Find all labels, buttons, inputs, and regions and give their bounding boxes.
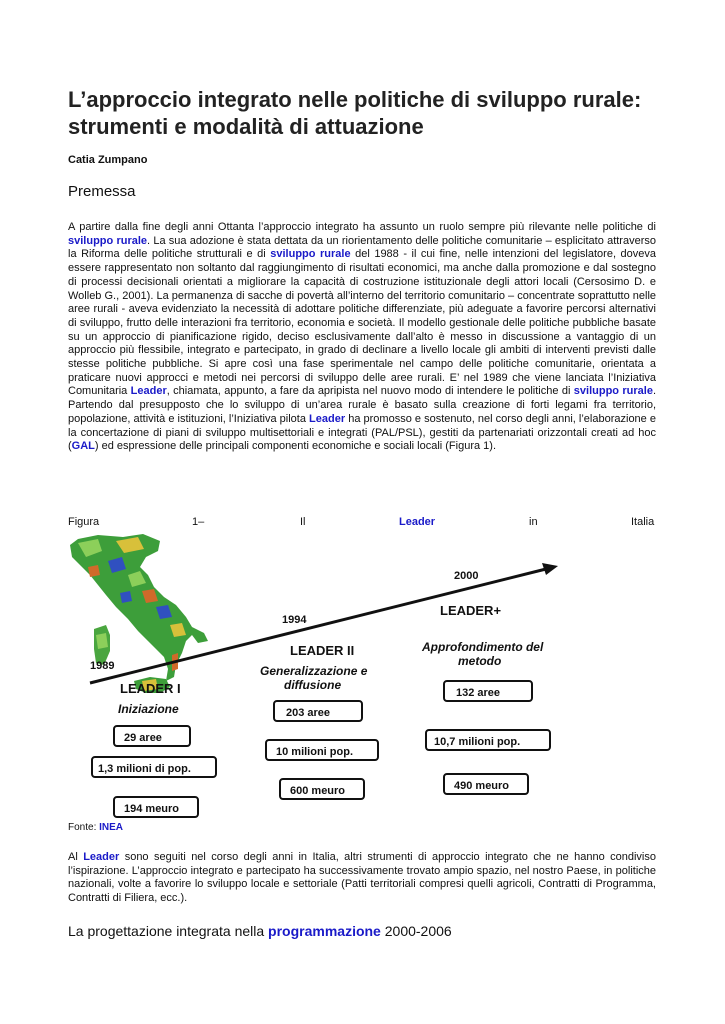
intro-paragraph — [68, 221, 656, 454]
link-sviluppo-rurale[interactable]: sviluppo rurale — [270, 248, 351, 261]
source-label: Fonte: — [68, 822, 100, 833]
link-sviluppo-rurale[interactable]: sviluppo rurale — [68, 234, 148, 247]
timeline-arrow-head — [542, 563, 558, 575]
section-heading-premessa: Premessa — [68, 183, 136, 200]
section-heading-progettazione — [68, 923, 452, 939]
year-2000: 2000 — [454, 570, 479, 582]
leader3-box-pop: 10,7 milioni pop. — [434, 736, 521, 748]
map-patch — [96, 633, 108, 649]
leader3-subtitle-1: Approfondimento del — [422, 640, 544, 654]
author-name: Catia Zumpano — [68, 154, 148, 166]
caption-word: Il — [300, 516, 306, 528]
title-line-2: strumenti e modalità di attuazione — [68, 114, 424, 139]
caption-word: Figura — [68, 516, 100, 528]
link-programmazione[interactable]: programmazione — [268, 923, 381, 939]
map-patch — [88, 565, 100, 577]
year-1994: 1994 — [282, 614, 307, 626]
second-paragraph — [68, 851, 656, 906]
leader2-box-aree: 203 aree — [286, 707, 331, 719]
leader3-title: LEADER+ — [440, 603, 502, 618]
link-leader[interactable]: Leader — [399, 516, 436, 528]
leader2-title: LEADER II — [290, 643, 355, 658]
leader3-subtitle-2: metodo — [458, 654, 502, 668]
text-run: ) ed espressione delle principali componenti economiche e sociali locali (Figura 1). — [94, 440, 496, 453]
leader2-subtitle-1: Generalizzazione e — [260, 664, 368, 678]
link-sviluppo-rurale[interactable]: sviluppo rurale — [573, 385, 653, 398]
text-run: . La sua adozione è stata dettata da un riorientamento delle politiche comunitarie – esplicitato attraverso la Riforma delle politiche strutturali e di — [68, 234, 656, 261]
text-run: , chiamata, appunto, a fare da apripista nel nuovo modo di intendere le politiche di — [166, 385, 574, 398]
heading-text: La progettazione integrata nella — [68, 923, 269, 939]
caption-word: 1– — [192, 516, 205, 528]
text-run: Al — [68, 851, 84, 863]
leader1-title: LEADER I — [120, 681, 181, 696]
document-title — [68, 86, 668, 140]
leader1-subtitle: Iniziazione — [118, 702, 179, 716]
text-run: A partire dalla fine degli anni Ottanta l’approccio integrato ha assunto un ruolo sempre più rilevante nelle politiche di — [68, 221, 656, 233]
leader1-box-pop: 1,3 milioni di pop. — [98, 763, 191, 775]
leader3-box-aree: 132 aree — [456, 687, 501, 699]
link-inea[interactable]: INEA — [99, 822, 124, 833]
leader-italy-figure — [68, 531, 613, 821]
text-run: sono seguiti nel corso degli anni in Italia, altri strumenti di approccio integrato che ne hanno condiviso l’ispirazione. L’approccio integrato e partecipato ha successivamente trovato ampio spazio, nel nostro Paese, in politiche nazionali, volte a favorire lo sviluppo locale e settoriale (Patti territoriali compresi quelli agricoli, Contratti di Programma, Contratti di Filiera, ecc.). — [68, 851, 656, 905]
text-run: ha promosso e sostenuto, nel corso degli anni, l’elaborazione e la concertazione di piani di sviluppo multisettoriali e integrati (PAL/PSL), gestiti da partenariati orizzontali creati ad hoc ( — [68, 412, 656, 453]
caption-word: Italia — [631, 516, 655, 528]
leader3-box-meuro: 490 meuro — [454, 780, 510, 792]
leader2-subtitle-2: diffusione — [284, 678, 342, 692]
title-line-1: L’approccio integrato nelle politiche di sviluppo rurale: — [68, 87, 642, 112]
link-leader[interactable]: Leader — [130, 385, 167, 398]
link-leader[interactable]: Leader — [83, 851, 120, 863]
leader2-box-meuro: 600 meuro — [290, 785, 346, 797]
leader1-box-meuro: 194 meuro — [124, 803, 180, 815]
year-1989: 1989 — [90, 660, 115, 672]
caption-word: in — [529, 516, 538, 528]
link-gal[interactable]: GAL — [71, 440, 95, 453]
map-patch — [120, 591, 132, 603]
text-run: del 1988 - il cui fine, nelle intenzioni del legislatore, doveva essere rappresentato non soltanto dal raggiungimento di risultati economici, ma anche dalla promozione e dal sostegno di processi decisionali orientati a migliorare la capacità di costruzione istituzionale degli attori locali (Cersosimo D. e Wolleb G., 2001). La permanenza di sacche di povertà all’interno del territorio comunitario – concentrate soprattutto nelle aree rurali - aveva evidenziato la necessità di adottare politiche differenziate, più adeguate a favorire percorsi alternativi di sviluppo, frutto delle interazioni fra territorio, economia e società. Il modello gestionale delle politiche pubbliche basate su un approccio di pianificazione rigido, deciso esclusivamente dall’alto è messo in discussione a vantaggio di un approccio più flessibile, integrato e partecipato, in grado di declinare a livello locale gli ambiti di interventi previsti dalle stesse politiche pubbliche. Si apre così una fase sperimentale nel campo delle politiche comunitarie, orientata a praticare nuovi approcci e metodi nei percorsi di sviluppo delle aree rurali. E’ nel 1989 che viene lanciata l’Iniziativa Comunitaria — [68, 248, 657, 398]
leader2-box-pop: 10 milioni pop. — [276, 746, 354, 758]
leader1-box-aree: 29 aree — [124, 732, 162, 744]
heading-text: 2000-2006 — [380, 923, 452, 939]
link-leader[interactable]: Leader — [309, 412, 346, 425]
text-run: . Partendo dal presupposto che lo sviluppo di un’area rurale è basato sulla creazione di forti legami fra territorio, popolazione, attività e istituzioni, l’Iniziativa pilota — [68, 385, 657, 425]
figure-source — [68, 822, 123, 833]
